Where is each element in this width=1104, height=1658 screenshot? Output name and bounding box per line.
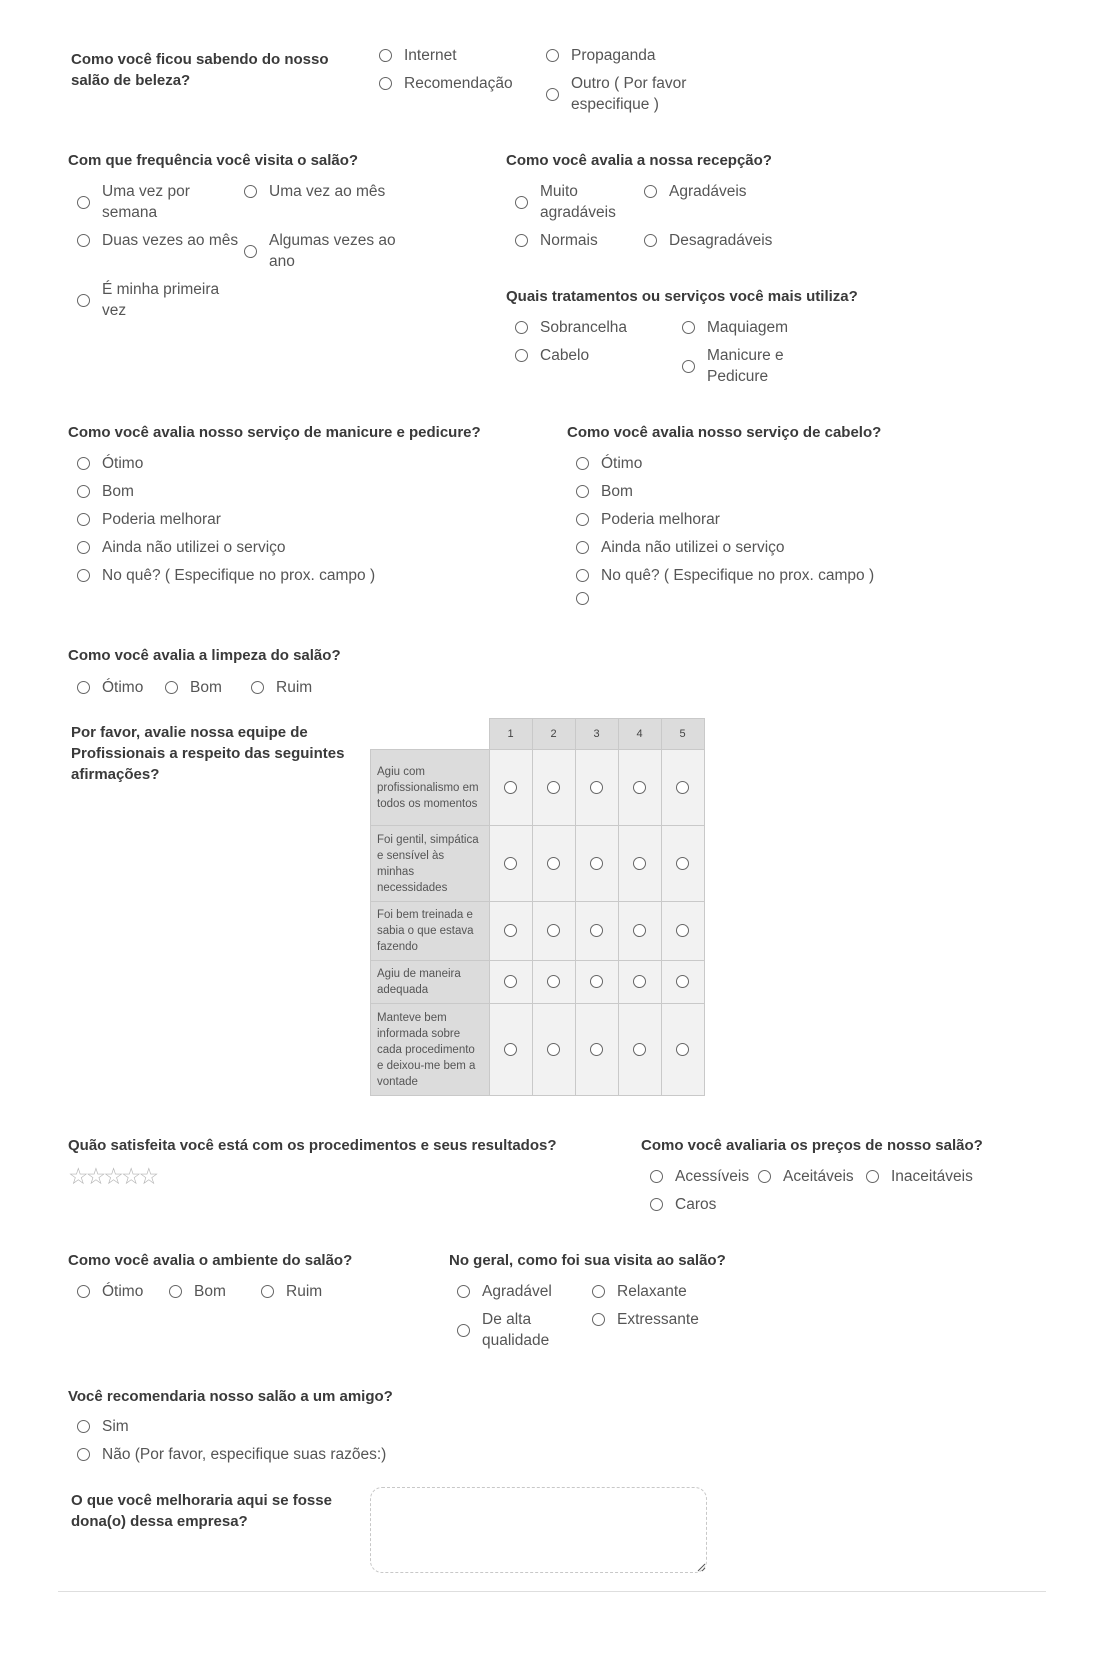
radio-button[interactable] — [547, 857, 560, 870]
question-team-title: Por favor, avalie nossa equipe de Profissionais a respeito das seguintes afirmações? — [71, 724, 345, 783]
option-ambiente-ruim[interactable]: Ruim — [261, 1281, 322, 1302]
radio-button[interactable] — [244, 185, 257, 198]
question-visit-title: No geral, como foi sua visita ao salão? — [449, 1252, 726, 1269]
matrix-cell[interactable] — [575, 961, 618, 1004]
matrix-cell[interactable] — [661, 902, 704, 961]
option-manicure-pedicure[interactable]: Manicure e Pedicure — [682, 345, 807, 387]
option-recomendacao[interactable]: Recomendação — [379, 73, 513, 94]
radio-button[interactable] — [633, 924, 646, 937]
radio-button[interactable] — [590, 781, 603, 794]
matrix-column-header: 4 — [618, 719, 661, 750]
radio-button[interactable] — [590, 857, 603, 870]
option-inaceitaveis[interactable]: Inaceitáveis — [866, 1166, 973, 1187]
matrix-cell[interactable] — [489, 961, 532, 1004]
radio-button[interactable] — [169, 1285, 182, 1298]
matrix-row — [371, 1004, 705, 1096]
question-manicure-title: Como você avalia nosso serviço de manicure e pedicure? — [68, 424, 481, 441]
question-improve-title: O que você melhoraria aqui se fosse dona(o) dessa empresa? — [71, 1492, 332, 1530]
question-cleanliness-title: Como você avalia a limpeza do salão? — [68, 647, 341, 664]
radio-button[interactable] — [576, 485, 589, 498]
matrix-cell[interactable] — [661, 750, 704, 826]
radio-button[interactable] — [576, 569, 589, 582]
option-uma-vez-ao-mes[interactable]: Uma vez ao mês — [244, 181, 385, 202]
radio-button[interactable] — [244, 245, 257, 258]
matrix-cell[interactable] — [575, 1004, 618, 1096]
question-prices-title: Como você avaliaria os preços de nosso salão? — [641, 1137, 983, 1154]
option-propaganda[interactable]: Propaganda — [546, 45, 655, 66]
radio-button[interactable] — [77, 681, 90, 694]
option-internet[interactable]: Internet — [379, 45, 457, 66]
radio-button[interactable] — [504, 924, 517, 937]
option-cabelo-otimo[interactable]: Ótimo — [576, 453, 642, 474]
matrix-cell[interactable] — [532, 750, 575, 826]
radio-button[interactable] — [547, 924, 560, 937]
option-outro[interactable]: Outro ( Por favor especifique ) — [546, 73, 701, 115]
matrix-cell[interactable] — [575, 902, 618, 961]
matrix-cell[interactable] — [661, 961, 704, 1004]
option-manicure-no-que[interactable]: No quê? ( Especifique no prox. campo ) — [77, 565, 375, 586]
option-cabelo-no-que[interactable]: No quê? ( Especifique no prox. campo ) — [576, 565, 874, 586]
matrix-column-header: 3 — [575, 719, 618, 750]
radio-button[interactable] — [77, 569, 90, 582]
radio-button[interactable] — [676, 924, 689, 937]
star-icon[interactable]: ☆ — [85, 1163, 104, 1189]
option-manicure-nao-utilizei[interactable]: Ainda não utilizei o serviço — [77, 537, 286, 558]
radio-button[interactable] — [515, 349, 528, 362]
option-limpeza-otimo[interactable]: Ótimo — [77, 677, 143, 698]
option-extressante[interactable]: Extressante — [592, 1309, 699, 1330]
radio-button[interactable] — [77, 457, 90, 470]
radio-button[interactable] — [650, 1198, 663, 1211]
option-maquiagem[interactable]: Maquiagem — [682, 317, 788, 338]
radio-button[interactable] — [547, 1043, 560, 1056]
radio-button[interactable] — [515, 321, 528, 334]
radio-button[interactable] — [676, 975, 689, 988]
radio-button[interactable] — [504, 857, 517, 870]
matrix-row — [371, 902, 705, 961]
matrix-corner — [371, 719, 490, 750]
radio-button[interactable] — [457, 1285, 470, 1298]
question-source-title: Como você ficou sabendo do nosso salão de beleza? — [71, 51, 329, 89]
radio-button[interactable] — [633, 975, 646, 988]
question-frequency-title: Com que frequência você visita o salão? — [68, 152, 359, 169]
improvement-textarea[interactable] — [370, 1487, 707, 1573]
radio-button[interactable] — [77, 234, 90, 247]
radio-button[interactable] — [633, 1043, 646, 1056]
question-hair-title: Como você avalia nosso serviço de cabelo? — [567, 424, 882, 441]
radio-button[interactable] — [633, 781, 646, 794]
radio-button[interactable] — [590, 975, 603, 988]
radio-button[interactable] — [77, 1420, 90, 1433]
radio-button[interactable] — [682, 360, 695, 373]
radio-button[interactable] — [758, 1170, 771, 1183]
matrix-row-label: Manteve bem informada sobre cada procedimento e deixou-me bem a vontade — [371, 1004, 490, 1096]
radio-button[interactable] — [77, 1448, 90, 1461]
radio-button[interactable] — [547, 975, 560, 988]
option-cabelo-nao-utilizei[interactable]: Ainda não utilizei o serviço — [576, 537, 785, 558]
option-sobrancelha[interactable]: Sobrancelha — [515, 317, 627, 338]
star-icon[interactable]: ☆ — [68, 1163, 86, 1189]
option-duas-vezes-ao-mes[interactable]: Duas vezes ao mês — [77, 230, 238, 251]
matrix-column-header: 1 — [489, 719, 532, 750]
question-recommend-title: Você recomendaria nosso salão a um amigo? — [68, 1388, 393, 1405]
matrix-cell[interactable] — [618, 1004, 661, 1096]
matrix-cell[interactable] — [532, 1004, 575, 1096]
radio-button[interactable] — [504, 1043, 517, 1056]
radio-button[interactable] — [504, 781, 517, 794]
matrix-cell[interactable] — [618, 750, 661, 826]
matrix-row-label: Foi gentil, simpática e sensível às minhas necessidades — [371, 826, 490, 902]
matrix-cell[interactable] — [618, 902, 661, 961]
radio-button[interactable] — [77, 196, 90, 209]
option-cabelo-poderia-melhorar[interactable]: Poderia melhorar — [576, 509, 720, 530]
matrix-column-header: 2 — [532, 719, 575, 750]
option-nao[interactable]: Não (Por favor, especifique suas razões:) — [77, 1444, 386, 1465]
option-cabelo-bom[interactable]: Bom — [576, 481, 633, 502]
option-aceitaveis[interactable]: Aceitáveis — [758, 1166, 854, 1187]
matrix-cell[interactable] — [575, 826, 618, 902]
matrix-row-label: Agiu com profissionalismo em todos os momentos — [371, 750, 490, 826]
radio-button[interactable] — [547, 781, 560, 794]
question-ambience-title: Como você avalia o ambiente do salão? — [68, 1252, 353, 1269]
matrix-row-label: Foi bem treinada e sabia o que estava fazendo — [371, 902, 490, 961]
radio-button[interactable] — [251, 681, 264, 694]
radio-button[interactable] — [546, 49, 559, 62]
option-primeira-vez[interactable]: É minha primeira vez — [77, 279, 232, 321]
option-manicure-otimo[interactable]: Ótimo — [77, 453, 143, 474]
option-cabelo[interactable]: Cabelo — [515, 345, 589, 366]
matrix-column-header: 5 — [661, 719, 704, 750]
radio-button[interactable] — [576, 541, 589, 554]
radio-button[interactable] — [644, 234, 657, 247]
footer-divider — [58, 1591, 1046, 1592]
radio-button[interactable] — [676, 1043, 689, 1056]
option-agradaveis[interactable]: Agradáveis — [644, 181, 747, 202]
radio-button[interactable] — [676, 857, 689, 870]
resize-grip-icon[interactable] — [697, 1563, 706, 1572]
option-uma-vez-por-semana[interactable]: Uma vez por semana — [77, 181, 217, 223]
matrix-cell[interactable] — [489, 1004, 532, 1096]
matrix-cell[interactable] — [489, 826, 532, 902]
radio-button[interactable] — [576, 457, 589, 470]
matrix-cell[interactable] — [575, 750, 618, 826]
question-reception-title: Como você avalia a nossa recepção? — [506, 152, 772, 169]
radio-button[interactable] — [866, 1170, 879, 1183]
matrix-row — [371, 826, 705, 902]
radio-button[interactable] — [576, 592, 589, 605]
radio-button[interactable] — [515, 234, 528, 247]
option-agradavel[interactable]: Agradável — [457, 1281, 552, 1302]
radio-button[interactable] — [592, 1285, 605, 1298]
radio-button[interactable] — [77, 541, 90, 554]
star-icon[interactable]: ☆ — [120, 1163, 139, 1189]
matrix-cell[interactable] — [489, 750, 532, 826]
star-icon[interactable]: ☆ — [103, 1163, 121, 1189]
question-services-title: Quais tratamentos ou serviços você mais utiliza? — [506, 288, 858, 305]
option-manicure-bom[interactable]: Bom — [77, 481, 134, 502]
star-icon[interactable]: ☆ — [138, 1163, 157, 1189]
radio-button[interactable] — [576, 513, 589, 526]
option-normais[interactable]: Normais — [515, 230, 598, 251]
matrix-row-label: Agiu de maneira adequada — [371, 961, 490, 1004]
radio-button[interactable] — [590, 924, 603, 937]
matrix-cell[interactable] — [661, 826, 704, 902]
radio-button[interactable] — [261, 1285, 274, 1298]
option-de-alta-qualidade[interactable]: De alta qualidade — [457, 1309, 562, 1351]
matrix-row — [371, 750, 705, 826]
radio-button[interactable] — [77, 513, 90, 526]
radio-button[interactable] — [77, 485, 90, 498]
rating-matrix — [370, 718, 705, 1096]
radio-button[interactable] — [676, 781, 689, 794]
matrix-cell[interactable] — [489, 902, 532, 961]
option-ambiente-otimo[interactable]: Ótimo — [77, 1281, 143, 1302]
option-ambiente-bom[interactable]: Bom — [169, 1281, 226, 1302]
option-cabelo-blank[interactable] — [576, 592, 601, 605]
matrix-cell[interactable] — [532, 902, 575, 961]
radio-button[interactable] — [379, 49, 392, 62]
radio-button[interactable] — [644, 185, 657, 198]
radio-button[interactable] — [504, 975, 517, 988]
radio-button[interactable] — [77, 1285, 90, 1298]
matrix-cell[interactable] — [618, 961, 661, 1004]
question-satisfaction-title: Quão satisfeita você está com os procedimentos e seus resultados? — [68, 1137, 557, 1154]
option-sim[interactable]: Sim — [77, 1416, 129, 1437]
radio-button[interactable] — [590, 1043, 603, 1056]
option-algumas-vezes-ao-ano[interactable]: Algumas vezes ao ano — [244, 230, 404, 272]
matrix-cell[interactable] — [532, 961, 575, 1004]
radio-button[interactable] — [165, 681, 178, 694]
matrix-cell[interactable] — [618, 826, 661, 902]
star-rating — [68, 1165, 156, 1187]
option-muito-agradaveis[interactable]: Muito agradáveis — [515, 181, 630, 223]
option-desagradaveis[interactable]: Desagradáveis — [644, 230, 772, 251]
radio-button[interactable] — [457, 1324, 470, 1337]
radio-button[interactable] — [592, 1313, 605, 1326]
matrix-cell[interactable] — [661, 1004, 704, 1096]
option-acessiveis[interactable]: Acessíveis — [650, 1166, 749, 1187]
option-manicure-poderia-melhorar[interactable]: Poderia melhorar — [77, 509, 221, 530]
radio-button[interactable] — [77, 294, 90, 307]
option-caros[interactable]: Caros — [650, 1194, 716, 1215]
radio-button[interactable] — [650, 1170, 663, 1183]
radio-button[interactable] — [682, 321, 695, 334]
option-limpeza-bom[interactable]: Bom — [165, 677, 222, 698]
radio-button[interactable] — [515, 196, 528, 209]
matrix-cell[interactable] — [532, 826, 575, 902]
radio-button[interactable] — [379, 77, 392, 90]
option-relaxante[interactable]: Relaxante — [592, 1281, 687, 1302]
radio-button[interactable] — [546, 88, 559, 101]
option-limpeza-ruim[interactable]: Ruim — [251, 677, 312, 698]
radio-button[interactable] — [633, 857, 646, 870]
matrix-row — [371, 961, 705, 1004]
matrix-header-row — [371, 719, 705, 750]
